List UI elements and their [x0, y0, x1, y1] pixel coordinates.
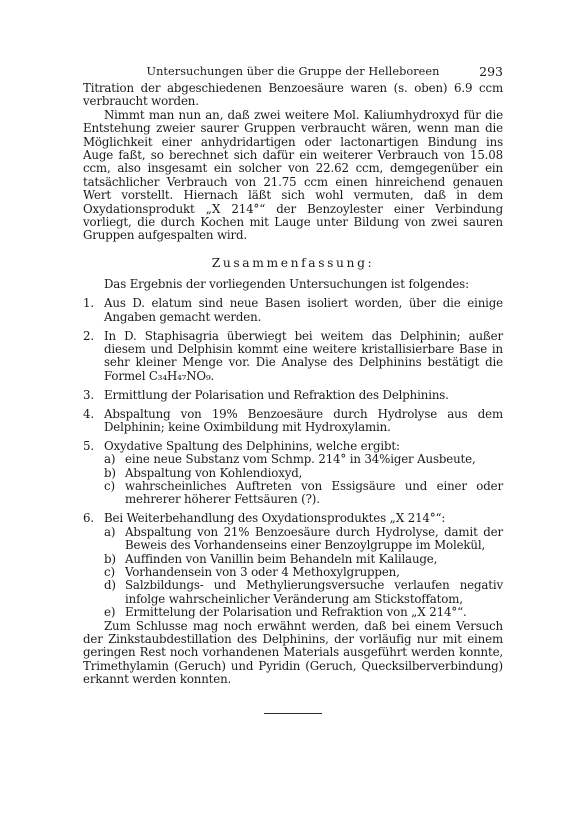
sub-item — [104, 606, 503, 619]
item-text: Bei Weiterbehandlung des Oxydationsproduktes „X 214°“: — [104, 511, 446, 526]
sub-item-letter: a) — [104, 452, 116, 467]
sub-item-text: Auffinden von Vanillin beim Behandeln mit Kalilauge, — [125, 551, 438, 566]
sub-item-text: Ermittelung der Polarisation und Refraktion von „X 214°“. — [125, 605, 467, 620]
item-text: Ermittlung der Polarisation und Refraktion des Delphinins. — [104, 387, 449, 402]
item-number: 3. — [83, 387, 94, 402]
sub-list — [104, 526, 503, 620]
sub-item — [104, 480, 503, 507]
sub-item-letter: d) — [104, 578, 116, 593]
item-text: Oxydative Spaltung des Delphinins, welche ergibt: — [104, 438, 400, 453]
page — [83, 62, 503, 714]
summary-list — [83, 297, 503, 619]
sub-item — [104, 453, 503, 466]
summary-intro: Das Ergebnis der vorliegenden Untersuchungen ist folgendes: — [104, 277, 469, 292]
sub-item — [104, 467, 503, 480]
sub-item-text: Salzbildungs- und Methylierungsversuche verlaufen negativ infolge wahrscheinlicher Veränderung am Stickstoffatom, — [125, 578, 503, 606]
sub-item-letter: c) — [104, 565, 115, 579]
sub-item — [104, 553, 503, 566]
sub-item-text: eine neue Substanz vom Schmp. 214° in 34%iger Ausbeute, — [125, 452, 476, 467]
sub-item-letter: e) — [104, 605, 116, 620]
sub-item-letter: b) — [104, 551, 116, 566]
sub-item-letter: c) — [104, 479, 115, 494]
closing-paragraph: Zum Schlusse mag noch erwähnt werden, daß bei einem Versuch der Zinkstaubdestillation des Delphinins, der vorläufig nur mit einem geringen Rest noch vorhandenen Materials ausgeführt werden konnte, Trimethylamin (Geruch) und Pyridin (Geruch, Quecksilberverbindung) erkannt werden konnten. — [83, 618, 503, 687]
sub-item-text: Vorhandensein von 3 oder 4 Methoxylgruppen, — [125, 565, 400, 579]
item-number: 5. — [83, 438, 94, 453]
summary-item — [83, 330, 503, 384]
sub-item — [104, 579, 503, 606]
sub-item-letter: b) — [104, 465, 116, 480]
sub-item — [104, 566, 503, 579]
summary-item — [83, 389, 503, 402]
summary-item — [83, 297, 503, 324]
sub-item-text: Abspaltung von 21% Benzoesäure durch Hydrolyse, damit der Beweis des Vorhandenseins einer Benzoylgruppe im Molekül, — [125, 524, 503, 553]
page-number: 293 — [479, 64, 503, 79]
sub-item-text: wahrscheinliches Auftreten von Essigsäure und einer oder mehrerer höherer Fettsäuren (?). — [125, 479, 503, 507]
item-number: 2. — [83, 328, 94, 343]
page-header — [83, 62, 503, 82]
sub-item-text: Abspaltung von Kohlendioxyd, — [125, 465, 303, 480]
paragraph-titration: Titration der abgeschiedenen Benzoesäure waren (s. oben) 6.9 ccm verbraucht worden. — [83, 81, 503, 109]
sub-item-letter: a) — [104, 524, 116, 539]
item-text: Abspaltung von 19% Benzoesäure durch Hydrolyse aus dem Delphinin; keine Oximbildung mit Hydroxylamin. — [104, 406, 503, 434]
summary-item — [83, 512, 503, 619]
summary-item — [83, 440, 503, 507]
end-rule — [264, 713, 322, 714]
running-title: Untersuchungen über die Gruppe der Helleboreen — [146, 65, 440, 78]
section-heading: Zusammenfassung: — [211, 255, 375, 270]
item-number: 4. — [83, 406, 94, 421]
item-text: In D. Staphisagria überwiegt bei weitem das Delphinin; außer diesem und Delphisin kommt eine weitere kristallisierbare Base in sehr kleiner Menge vor. Die Analyse des Delphinins bestätigt die Formel C₃₄H₄₇NO₉. — [104, 328, 503, 383]
summary-item — [83, 408, 503, 435]
body-text — [83, 82, 503, 687]
item-number: 1. — [83, 296, 94, 311]
sub-list — [104, 453, 503, 507]
item-number: 6. — [83, 511, 94, 526]
paragraph-calculation: Nimmt man nun an, daß zwei weitere Mol. Kaliumhydroxyd für die Entstehung zweier saurer Gruppen verbraucht wären, wenn man die Möglichkeit einer anhydridartigen oder lactonartigen Bindung ins Auge faßt, so berechnet sich dafür ein weiterer Verbrauch von 15.08 ccm, also insgesamt ein solcher von 22.62 ccm, demgegenüber ein tatsächlicher Verbrauch von 21.75 ccm einen hinreichend genauen Wert vorstellt. Hiernach läßt sich wohl vermuten, daß in dem Oxydationsprodukt „X 214°“ der Benzoylester einer Verbindung vorliegt, die durch Kochen mit Lauge unter Bildung von zwei sauren Gruppen aufgespalten wird. — [83, 107, 503, 243]
item-text: Aus D. elatum sind neue Basen isoliert worden, über die einige Angaben gemacht werden. — [104, 296, 503, 324]
sub-item — [104, 526, 503, 553]
